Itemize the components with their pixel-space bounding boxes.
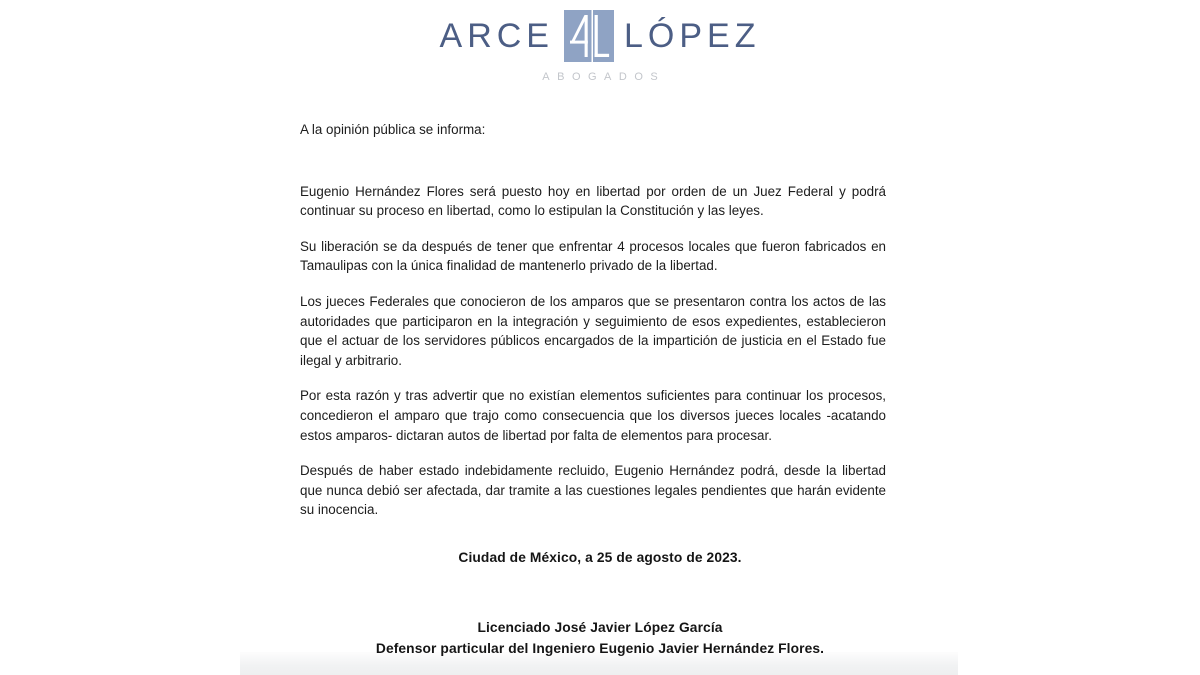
paragraph-1: Eugenio Hernández Flores será puesto hoy en libertad por orden de un Juez Federal y podrá continuar su proceso en libertad, como lo estipulan la Constitución y las leyes. [300,183,886,219]
firm-logo [440,8,761,64]
spacer [300,276,886,292]
logo-word-lopez: LÓPEZ [623,17,761,55]
spacer [300,370,886,386]
spacer [300,140,886,182]
place-and-date: Ciudad de México, a 25 de agosto de 2023. [458,550,742,565]
paragraph-5: Después de haber estado indebidamente recluido, Eugenio Hernández podrá, desde la libertad que nunca debió ser afectada, dar tramite a las cuestiones legales pendientes que harán evidente su inocencia. [300,463,886,518]
paragraph-2: Su liberación se da después de tener que enfrentar 4 procesos locales que fueron fabricados en Tamaulipas con la única finalidad de mantenerlo privado de la libertad. [300,238,886,274]
logo-word-arce: ARCE [439,17,554,55]
signature-block [0,617,1200,659]
spacer [300,221,886,237]
spacer [300,445,886,461]
paragraph-3: Los jueces Federales que conocieron de los amparos que se presentaron contra los actos de las autoridades que participaron en la integración y seguimiento de esos expedientes, establecieron que el actuar de los servidores públicos encargados de la impartición de justicia en el Estado fue ilegal y arbitrario. [300,293,886,368]
monogram-4l-icon [564,10,614,62]
logo-subtitle: ABOGADOS [542,71,666,83]
letterhead [0,8,1200,83]
document-body [300,120,886,520]
signatory-name: Licenciado José Javier López García [477,620,723,635]
salutation: A la opinión pública se informa: [300,122,486,137]
signatory-role: Defensor particular del Ingeniero Eugenio Javier Hernández Flores. [375,641,825,656]
paragraph-4: Por esta razón y tras advertir que no existían elementos suficientes para continuar los procesos, concedieron el amparo que trajo como consecuencia que los diversos jueces locales -acatando estos amparos- dictaran autos de libertad por falta de elementos para procesar. [300,388,886,443]
